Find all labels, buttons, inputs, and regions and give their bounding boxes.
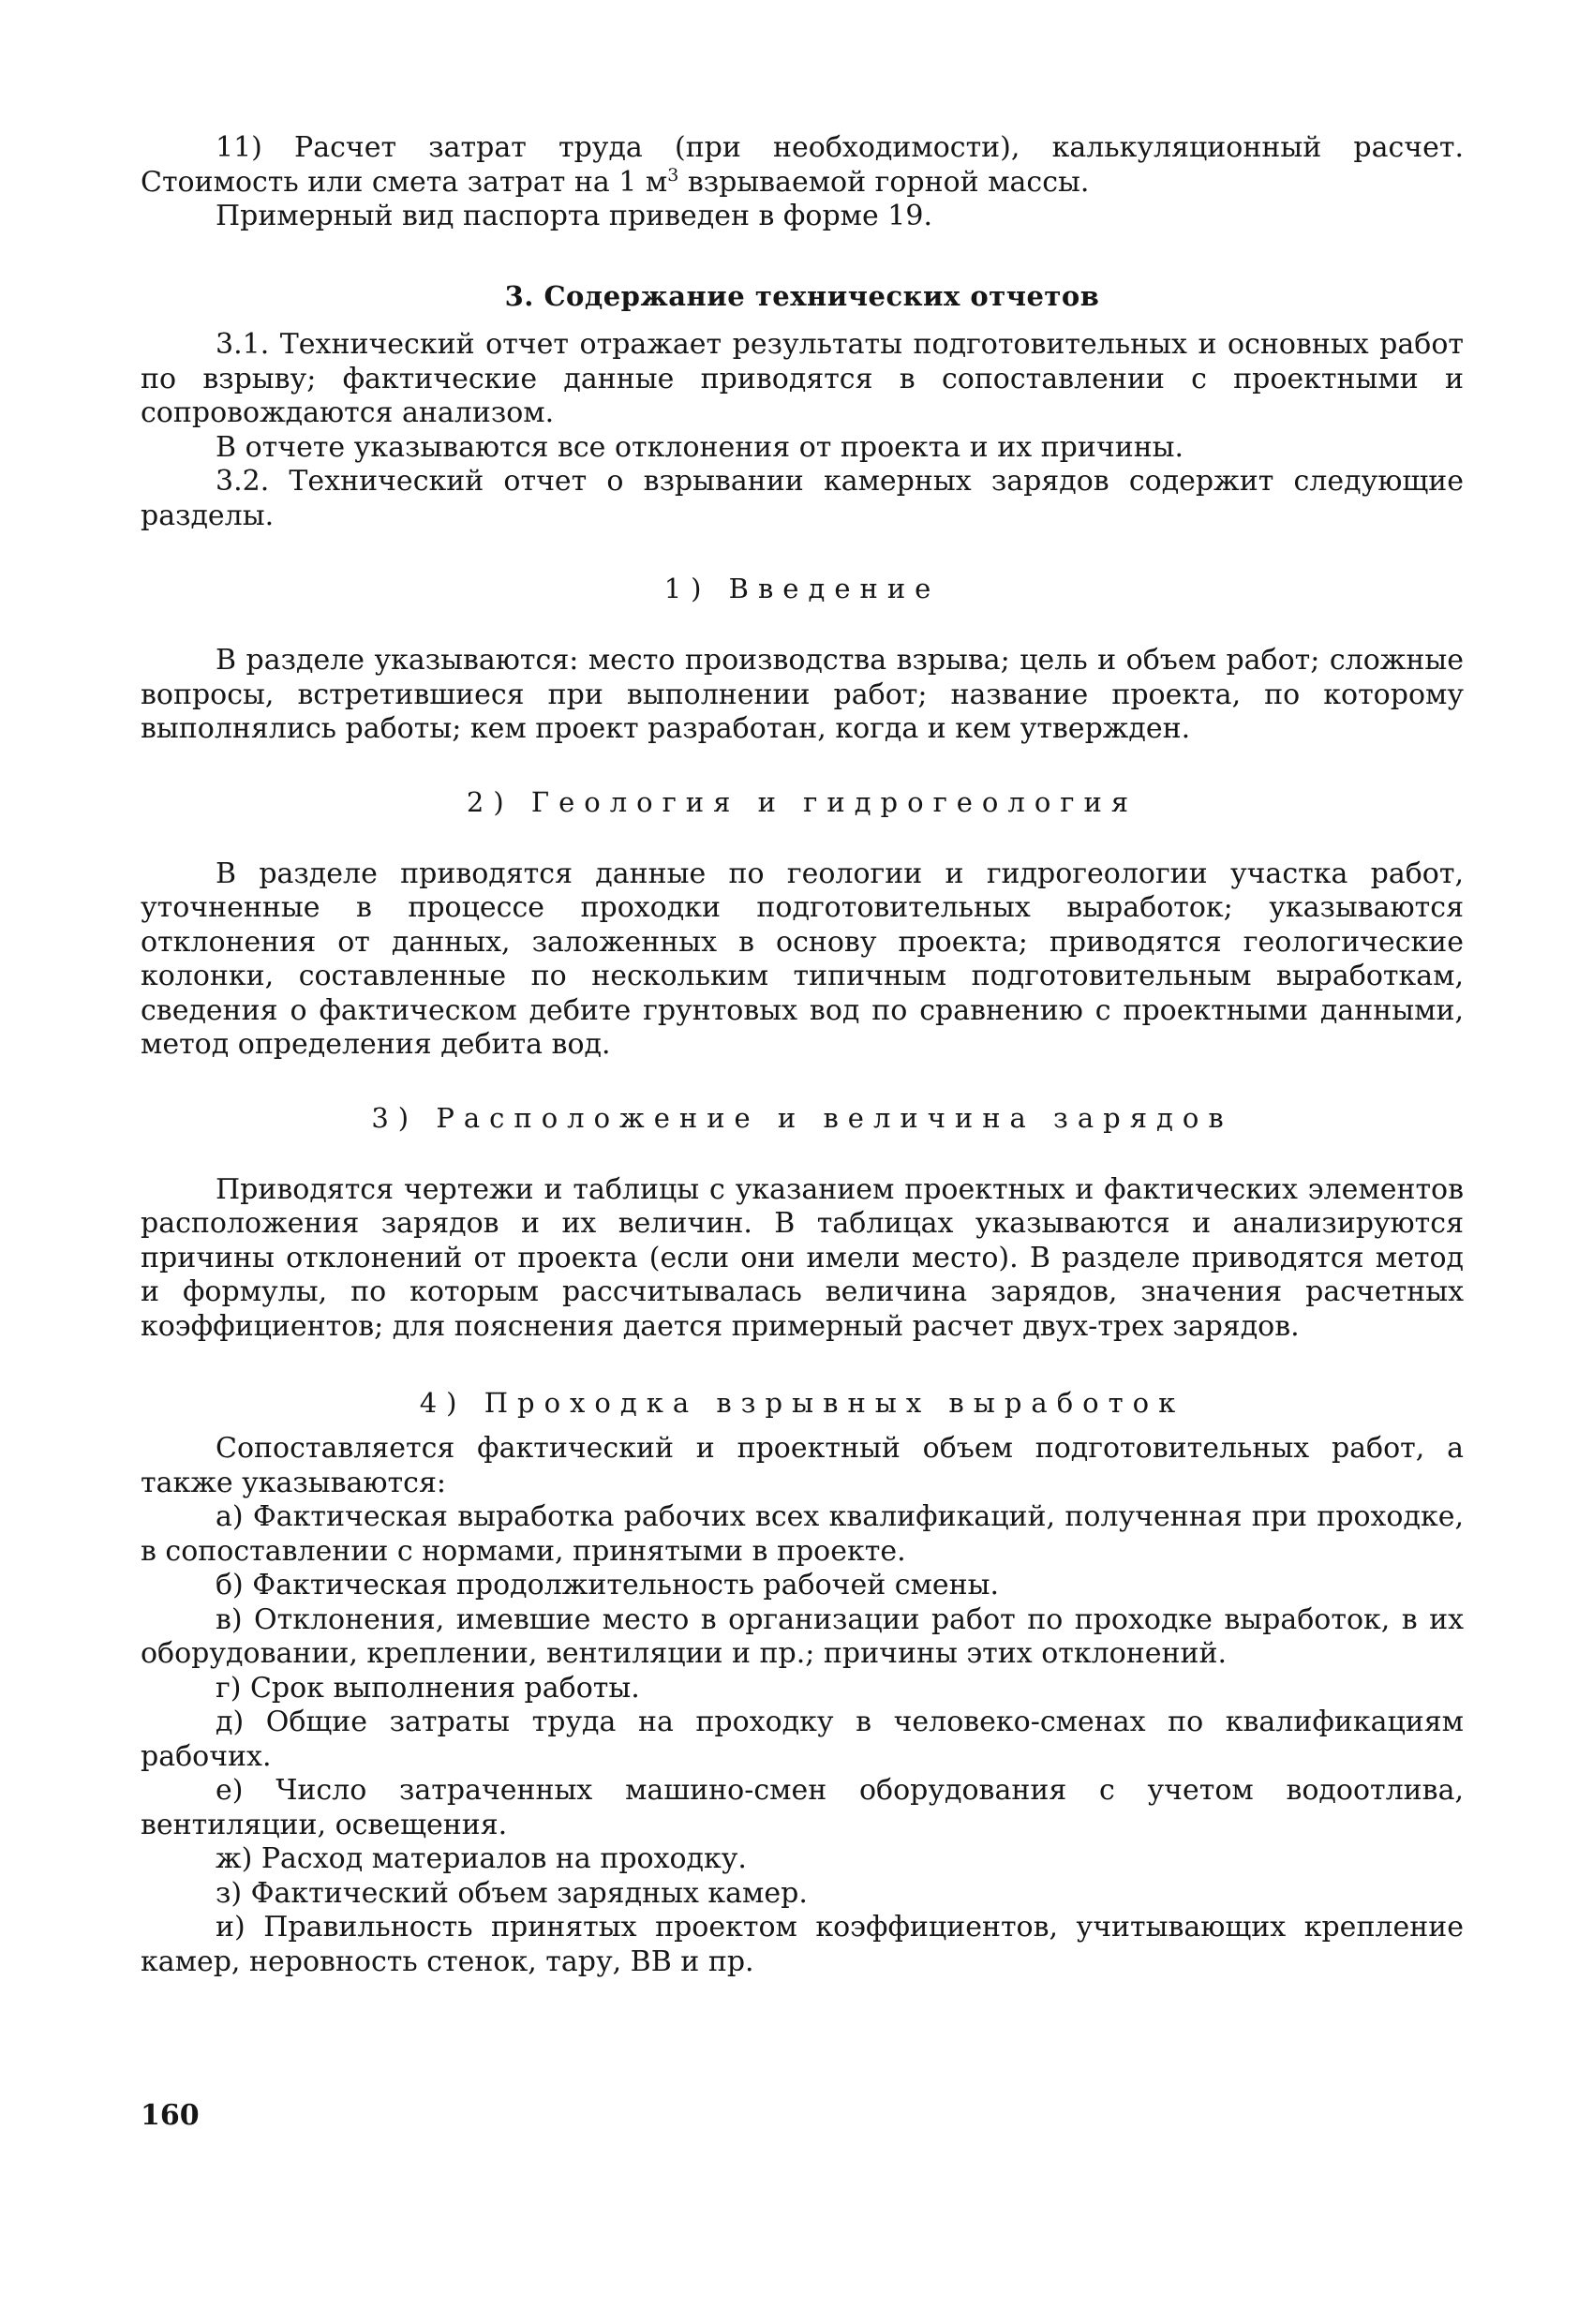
subsection-1-paragraph: В разделе указываются: место производства взрыва; цель и объем работ; сложные вопросы, встретившиеся при выполнении работ; название проекта, по которому выполнялись работы; кем проект разработан, когда и кем утвержден. <box>141 644 1464 745</box>
section-3-title: 3. Содержание технических отчетов <box>504 279 1100 312</box>
list-item-a: а) Фактическая выработка рабочих всех квалификаций, полученная при проходке, в сопоставлении с нормами, принятыми в проекте. <box>141 1500 1464 1568</box>
list-item-b: б) Фактическая продолжительность рабочей смены. <box>216 1569 1000 1601</box>
subsection-1-title: 1) Введение <box>663 573 941 604</box>
subsection-4-paragraph: Сопоставляется фактический и проектный объем подготовительных работ, а также указываются: <box>141 1432 1464 1499</box>
intro-text-1: 11) Расчет затрат труда (при необходимости), калькуляционный расчет. Стоимость или смета затрат на 1 м <box>141 131 1464 199</box>
section-3-paragraph-3: 3.2. Технический отчет о взрывании камерных зарядов содержит следующие разделы. <box>141 465 1464 532</box>
section-3-paragraph-1: 3.1. Технический отчет отражает результаты подготовительных и основных работ по взрыву; фактические данные приводятся в сопоставлении с проектными и сопровождаются анализом. <box>141 328 1464 429</box>
list-item-v: в) Отклонения, имевшие место в организации работ по проходке выработок, в их оборудовании, креплении, вентиляции и пр.; причины этих отклонений. <box>141 1602 1464 1670</box>
intro-text-1-tail: взрываемой горной массы. <box>678 165 1090 199</box>
list-item-d: д) Общие затраты труда на проходку в человеко-сменах по квалификациям рабочих. <box>141 1706 1464 1773</box>
list-item-i: и) Правильность принятых проектом коэффициентов, учитывающих крепление камер, неровность стенок, тару, ВВ и пр. <box>141 1911 1464 1978</box>
page-number: 160 <box>141 2099 200 2132</box>
subsection-3-title: 3) Расположение и величина зарядов <box>371 1101 1233 1134</box>
list-item-g: г) Срок выполнения работы. <box>216 1671 640 1705</box>
intro-paragraph-2: Примерный вид паспорта приведен в форме 19. <box>216 200 933 232</box>
intro-paragraph-1 <box>141 131 1464 200</box>
list-item-e: е) Число затраченных машино-смен оборудования с учетом водоотлива, вентиляции, освещения. <box>141 1774 1464 1841</box>
page-content <box>141 131 1464 1979</box>
superscript-3: 3 <box>667 164 679 186</box>
list-item-zh: ж) Расход материалов на проходку. <box>216 1842 747 1875</box>
section-3-paragraph-2: В отчете указываются все отклонения от проекта и их причины. <box>216 430 1184 464</box>
subsection-2-paragraph: В разделе приводятся данные по геологии и гидрогеологии участка работ, уточненные в процессе проходки подготовительных выработок; указываются отклонения от данных, заложенных в основу проекта; приводятся геологические колонки, составленные по нескольким типичным подготовительным выработкам, сведения о фактическом дебите грунтовых вод по сравнению с проектными данными, метод определения дебита вод. <box>141 857 1464 1061</box>
list-item-z: з) Фактический объем зарядных камер. <box>216 1876 808 1910</box>
subsection-3-paragraph: Приводятся чертежи и таблицы с указанием проектных и фактических элементов расположения зарядов и их величин. В таблицах указываются и анализируются причины отклонений от проекта (если они имели место). В разделе приводятся метод и формулы, по которым рассчитывалась величина зарядов, значения расчетных коэффициентов; для пояснения дается примерный расчет двух-трех зарядов. <box>141 1172 1464 1343</box>
subsection-4-title: 4) Проходка взрывных выработок <box>419 1387 1185 1419</box>
subsection-2-title: 2) Геология и гидрогеология <box>466 785 1139 818</box>
